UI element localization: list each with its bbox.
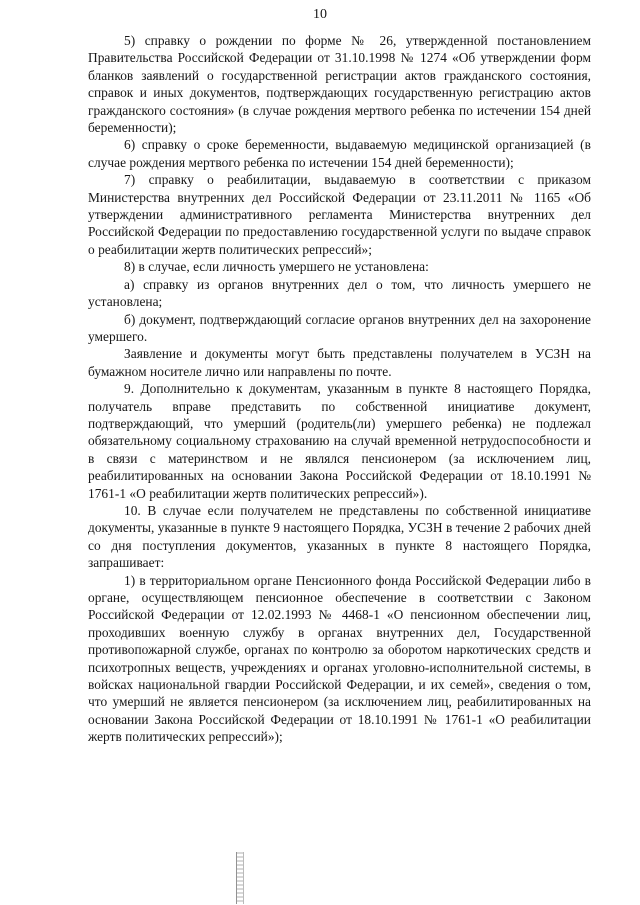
paragraph-birth-certificate: 5) справку о рождении по форме № 26, утвержденной постановлением Правительства Российской Федерации от 31.10.1998 № 1274 «Об утверждении форм бланков заявлений о государственной регистрации актов гражданского состояния, справок и иных документов, подтверждающих государственную регистрацию актов гражданского состояния» (в случае рождения мертвого ребенка по истечении 154 дней беременности); bbox=[88, 33, 591, 136]
paragraph-submission-method: Заявление и документы могут быть представлены получателем в УСЗН на бумажном носителе лично или направлены по почте. bbox=[88, 346, 591, 379]
paragraph-police-identity-certificate: а) справку из органов внутренних дел о том, что личность умершего не установлена; bbox=[88, 276, 591, 310]
paragraph-pregnancy-certificate: 6) справку о сроке беременности, выдаваемую медицинской организацией (в случае рождения мертвого ребенка по истечении 154 дней беременности); bbox=[88, 137, 591, 170]
paragraph-burial-consent: б) документ, подтверждающий согласие органов внутренних дел на захоронение умершего. bbox=[88, 311, 591, 344]
paragraph-item-10: 10. В случае если получателем не представлены по собственной инициативе документы, указанные в пункте 9 настоящего Порядка, УСЗН в течение 2 рабочих дней со дня поступления документов, указанных в пункте 8 настоящего Порядка, запрашивает: bbox=[88, 502, 591, 571]
binding-mark bbox=[236, 852, 244, 904]
paragraph-unidentified-deceased: 8) в случае, если личность умершего не установлена: bbox=[124, 259, 429, 275]
paragraph-item-9: 9. Дополнительно к документам, указанным в пункте 8 настоящего Порядка, получатель вправе представить по собственной инициативе документ, подтверждающий, что умерший (родитель(ли) умершего ребенка) не подлежал обязательному социальному страхованию на случай временной нетрудоспособности и в связи с материнством и не являлся пенсионером (за исключением лиц, реабилитированных на основании Закона Российской Федерации от 18.10.1991 № 1761-1 «О реабилитации жертв политических репрессий»). bbox=[88, 381, 591, 501]
page-number: 10 bbox=[313, 7, 327, 22]
document-body bbox=[88, 32, 591, 746]
paragraph-pension-fund-request: 1) в территориальном органе Пенсионного фонда Российской Федерации либо в органе, осуществляющем пенсионное обеспечение в соответствии с Законом Российской Федерации от 12.02.1993 № 4468-1 «О пенсионном обеспечении лиц, проходивших военную службу в органах внутренних дел, Государственной противопожарной службе, органах по контролю за оборотом наркотических средств и психотропных веществ, учреждениях и органах уголовно-исполнительной системы, в войсках национальной гвардии Российской Федерации, и их семей», сведения о том, что умерший не является пенсионером (за исключением лиц, реабилитированных на основании Закона Российской Федерации от 18.10.1991 № 1761-1 «О реабилитации жертв политических репрессий»); bbox=[88, 572, 591, 745]
paragraph-rehabilitation-certificate: 7) справку о реабилитации, выдаваемую в соответствии с приказом Министерства внутренних дел Российской Федерации от 23.11.2011 № 1165 «Об утверждении административного регламента Министерства внутренних дел Российской Федерации по предоставлению государственной услуги по выдаче справок о реабилитации жертв политических репрессий»; bbox=[88, 172, 591, 257]
